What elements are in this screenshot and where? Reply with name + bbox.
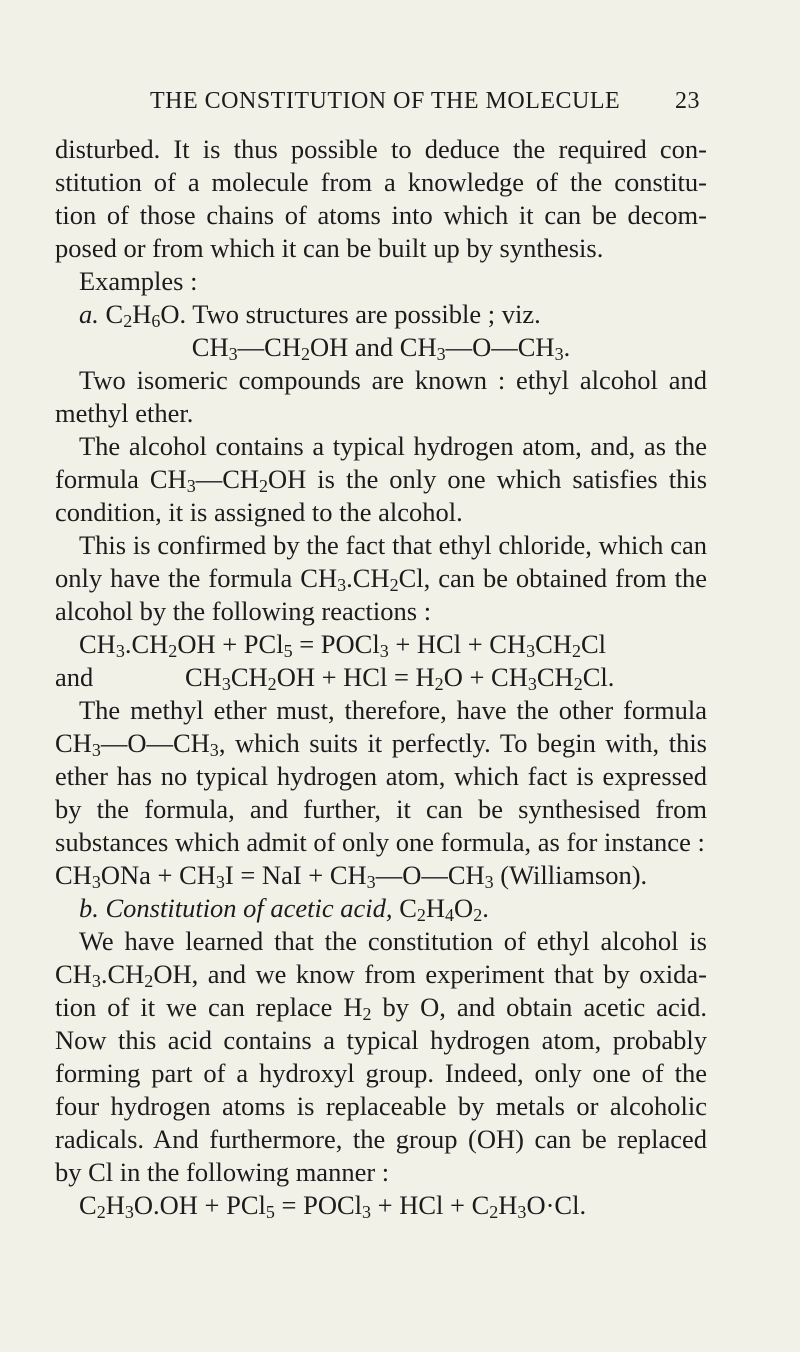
paragraph-4: This is confirmed by the fact that ethyl chloride, which can only have the formula $CH_3.CH_2Cl$, can be obtained from the alcohol by the following reactions : xyxy=(55,530,707,626)
example-b-heading: b. Constitution of acetic acid, $C_2H_4O_2$. xyxy=(79,893,489,925)
paragraph-5: The methyl ether must, therefore, have the other formula $CH_3—O—CH_3$, which suits it perfectly. To begin with, this ether has no typical hydrogen atom, which fact is expressed by the formula, and further, it can be synthesised from substances which admit of only one formula, as for instance : xyxy=(55,695,707,857)
paragraph-3: The alcohol contains a typical hydrogen atom, and, as the formula $CH_3—CH_2OH$ is the only one which satisfies this condition, it is assigned to the alcohol. xyxy=(55,431,708,527)
equation-4: $C_2H_3O.OH + PCl_5$ = POCl$_3$ + HCl + $C_2H_3O\cdot Cl$. xyxy=(79,1190,587,1222)
running-title: THE CONSTITUTION OF THE MOLECULE xyxy=(150,88,621,114)
paragraph-6: We have learned that the constitution of ethyl alcohol is $CH_3.CH_2OH$, and we know from experiment that by oxida- tion of it we can replace $H_2$ by O, and obtain acetic acid. Now this acid contains a typical hydrogen atom, probably forming part of a hydroxyl group. Indeed, only one of the four hydrogen atoms is replaceable by metals or alcoholic radicals. And furthermore, the group (OH) can be replaced by Cl in the following manner : xyxy=(55,926,708,1187)
body-text xyxy=(55,133,707,1222)
equation-1: $CH_3.CH_2OH + PCl_5$ = POCl$_3$ + HCl + $CH_3CH_2Cl$ xyxy=(79,629,606,661)
structure-formulas: $CH_3—CH_2OH$ and $CH_3—O—CH_3$. xyxy=(191,332,571,364)
example-a-heading: a. $C_2H_6O$. Two structures are possible ; viz. xyxy=(79,299,541,331)
equation-2: and $CH_3CH_2OH$ + HCl = $H_2O + CH_3CH_2Cl$. xyxy=(55,662,615,694)
running-header xyxy=(150,88,700,115)
examples-label: Examples : xyxy=(79,266,198,296)
paragraph-1: disturbed. It is thus possible to deduce the required con- stitution of a molecule from a knowledge of the constitu- tion of those chains of atoms into which it can be decom- posed or from which it can be built up by synthesis. xyxy=(55,134,707,263)
page-number: 23 xyxy=(675,88,700,114)
equation-3: $CH_3ONa + CH_3I$ = NaI + $CH_3—O—CH_3$ (Williamson). xyxy=(55,860,648,892)
paragraph-2: Two isomeric compounds are known : ethyl alcohol and methyl ether. xyxy=(55,365,707,428)
